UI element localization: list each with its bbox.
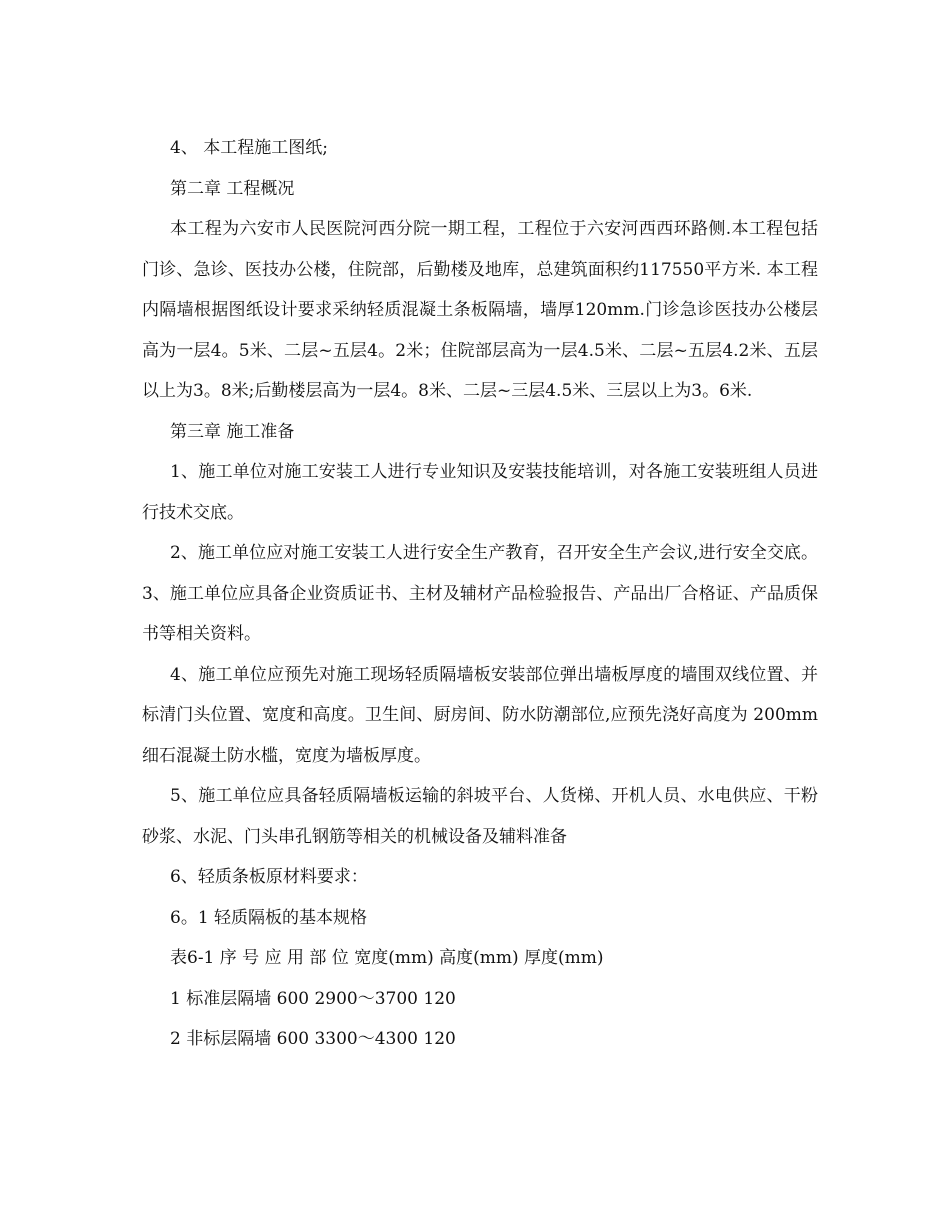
list-item-drawings: 4、 本工程施工图纸;	[170, 138, 328, 158]
document-body	[142, 128, 818, 1060]
chapter-heading-construction-preparation: 第三章 施工准备	[170, 421, 295, 442]
table-row: 1 标准层隔墙 600 2900～3700 120	[170, 988, 456, 1009]
paragraph-item-1: 1、施工单位对施工安装工人进行专业知识及安装技能培训，对各施工安装班组人员进行技术交底。	[142, 462, 818, 523]
table-header-row: 表6-1 序 号 应 用 部 位 宽度(mm) 高度(mm) 厚度(mm)	[170, 948, 604, 968]
paragraph-project-overview: 本工程为六安市人民医院河西分院一期工程，工程位于六安河西西环路侧.本工程包括门诊、急诊、医技办公楼，住院部，后勤楼及地库，总建筑面积约117550平方米. 本工程内隔墙根据图纸设计要求采纳轻质混凝土条板隔墙，墙厚120mm.门诊急诊医技办公楼层高为一层4。5米、二层~五层4。2米；住院部层高为一层4.5米、二层~五层4.2米、五层以上为3。8米;后勤楼层高为一层4。8米、二层~三层4.5米、三层以上为3。6米.	[142, 219, 818, 401]
chapter-heading-project-overview: 第二章 工程概况	[170, 178, 295, 199]
paragraph-item-2-3: 2、施工单位应对施工安装工人进行安全生产教育，召开安全生产会议,进行安全交底。 3、施工单位应具备企业资质证书、主材及辅材产品检验报告、产品出厂合格证、产品质保书等相关资料。	[142, 543, 818, 644]
table-row: 2 非标层隔墙 600 3300～4300 120	[170, 1029, 456, 1049]
subheading-6-1: 6。1 轻质隔板的基本规格	[170, 907, 368, 928]
paragraph-item-6: 6、轻质条板原材料要求：	[170, 867, 368, 887]
paragraph-item-5: 5、施工单位应具备轻质隔墙板运输的斜坡平台、人货梯、开机人员、水电供应、干粉砂浆、水泥、门头串孔钢筋等相关的机械设备及辅料准备	[142, 786, 818, 847]
paragraph-item-4: 4、施工单位应预先对施工现场轻质隔墙板安装部位弹出墙板厚度的墙围双线位置、并标清门头位置、宽度和高度。卫生间、厨房间、防水防潮部位,应预先浇好高度为 200mm细石混凝土防水槛，宽度为墙板厚度。	[142, 664, 818, 766]
